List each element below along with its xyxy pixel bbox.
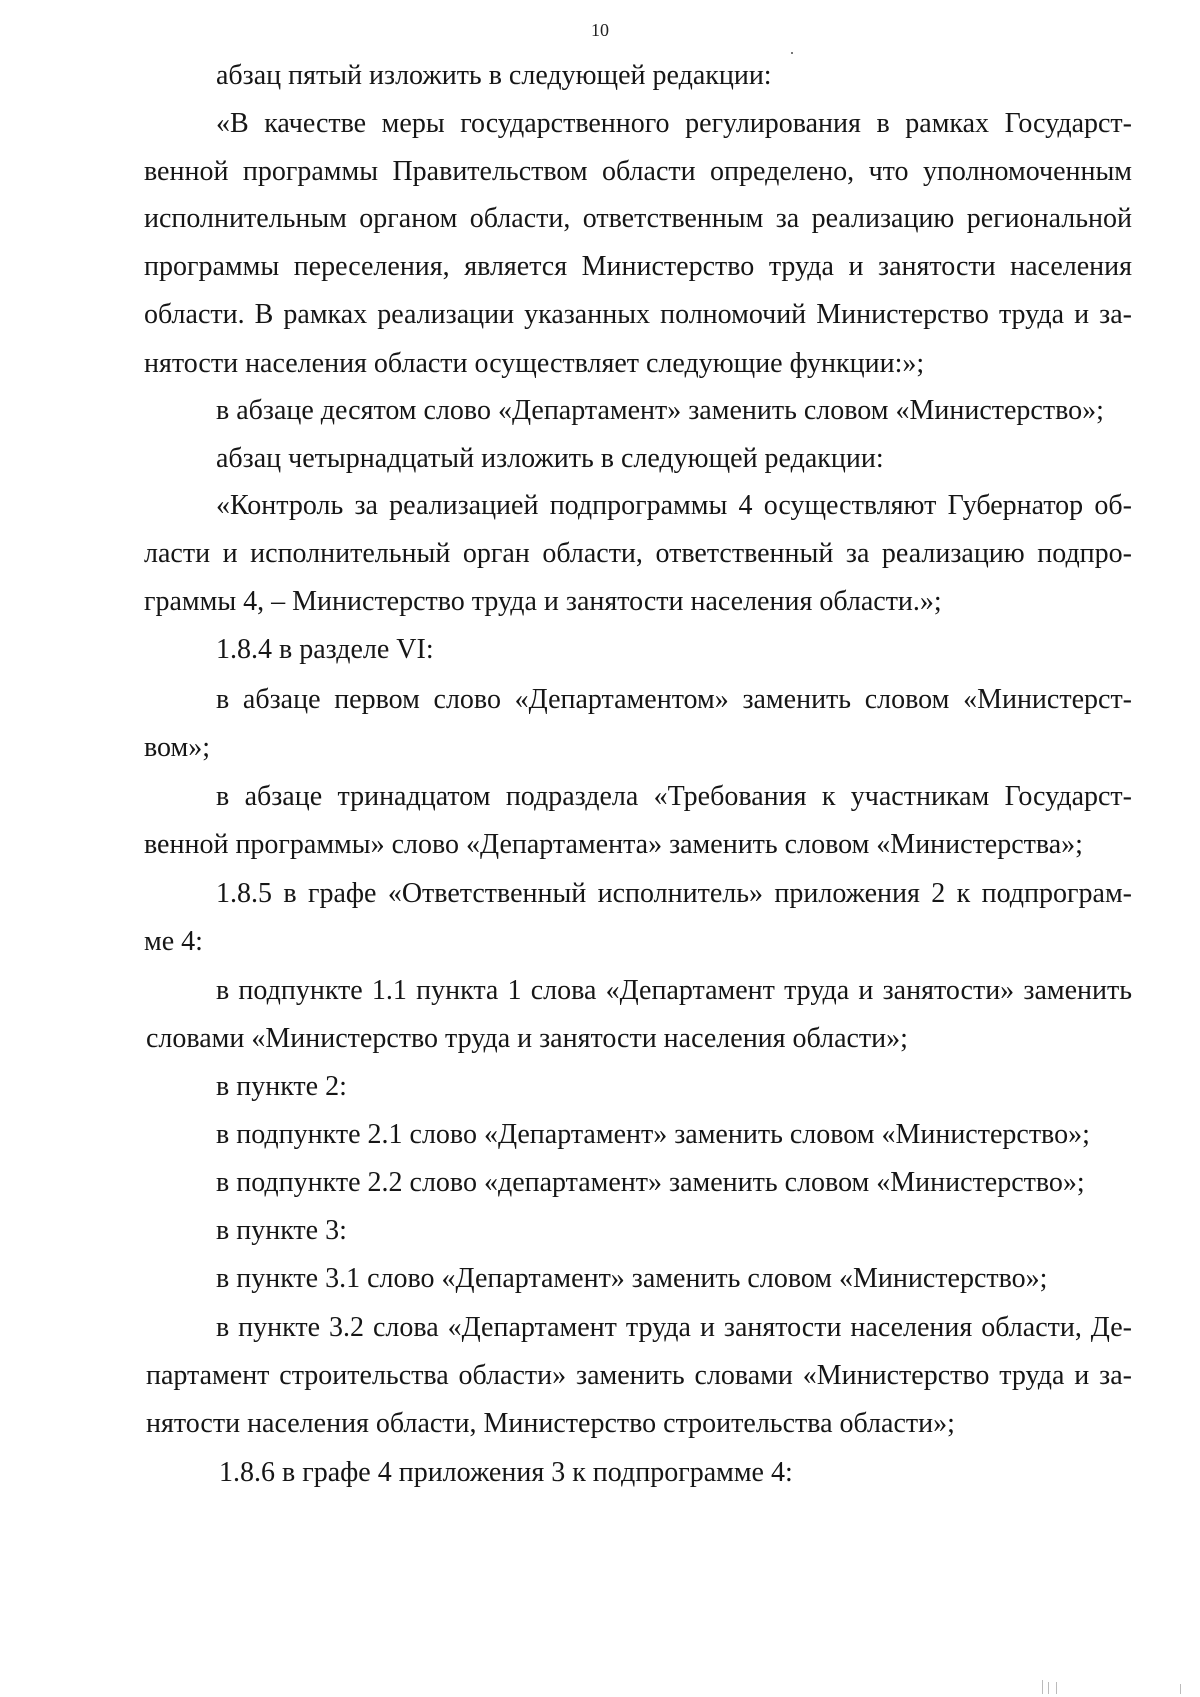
text-line: в подпункте 1.1 пункта 1 слова «Департамент труда и занятости» заменить [216, 975, 1132, 1006]
text-line: «Контроль за реализацией подпрограммы 4 осуществляют Губернатор об- [216, 490, 1132, 521]
text-line: программы переселения, является Министерство труда и занятости населения [144, 251, 1132, 282]
text-line: исполнительным органом области, ответственным за реализацию региональной [144, 203, 1132, 234]
text-line: в абзаце первом слово «Департаментом» заменить словом «Министерст- [216, 684, 1132, 715]
text-line: нятости населения области осуществляет следующие функции:»; [144, 348, 925, 379]
text-line: области. В рамках реализации указанных полномочий Министерство труда и за- [144, 299, 1132, 330]
text-line: абзац четырнадцатый изложить в следующей редакции: [216, 443, 884, 474]
text-line: нятости населения области, Министерство строительства области»; [146, 1408, 955, 1439]
scan-mark [1048, 1682, 1049, 1694]
text-line: вом»; [144, 732, 210, 763]
text-line: венной программы Правительством области определено, что уполномоченным [144, 156, 1132, 187]
text-line: в пункте 3: [216, 1215, 347, 1246]
text-line: ме 4: [144, 926, 203, 957]
text-line: в абзаце тринадцатом подраздела «Требования к участникам Государст- [216, 781, 1132, 812]
scan-speck [791, 52, 793, 54]
text-line: абзац пятый изложить в следующей редакции: [216, 60, 772, 91]
scan-mark [1056, 1682, 1057, 1694]
text-line: в абзаце десятом слово «Департамент» заменить словом «Министерство»; [216, 395, 1104, 426]
text-line: ласти и исполнительный орган области, ответственный за реализацию подпро- [144, 538, 1132, 569]
text-line: словами «Министерство труда и занятости населения области»; [146, 1023, 908, 1054]
text-line: 1.8.6 в графе 4 приложения 3 к подпрограмме 4: [219, 1457, 793, 1488]
scan-mark [1042, 1680, 1043, 1694]
text-line: в пункте 3.1 слово «Департамент» заменить словом «Министерство»; [216, 1263, 1048, 1294]
text-line: партамент строительства области» заменить словами «Министерство труда и за- [146, 1360, 1132, 1391]
text-line: венной программы» слово «Департамента» заменить словом «Министерства»; [144, 829, 1083, 860]
text-line: граммы 4, – Министерство труда и занятости населения области.»; [144, 586, 942, 617]
text-line: в пункте 3.2 слова «Департамент труда и занятости населения области, Де- [216, 1312, 1132, 1343]
page-number: 10 [591, 20, 609, 40]
scan-mark [1180, 1684, 1181, 1694]
text-line: «В качестве меры государственного регулирования в рамках Государст- [216, 108, 1132, 139]
text-line: в подпункте 2.2 слово «департамент» заменить словом «Министерство»; [216, 1167, 1085, 1198]
text-line: 1.8.5 в графе «Ответственный исполнитель» приложения 2 к подпрограм- [216, 878, 1132, 909]
text-line: 1.8.4 в разделе VI: [216, 634, 434, 665]
text-line: в подпункте 2.1 слово «Департамент» заменить словом «Министерство»; [216, 1119, 1090, 1150]
text-line: в пункте 2: [216, 1071, 347, 1102]
